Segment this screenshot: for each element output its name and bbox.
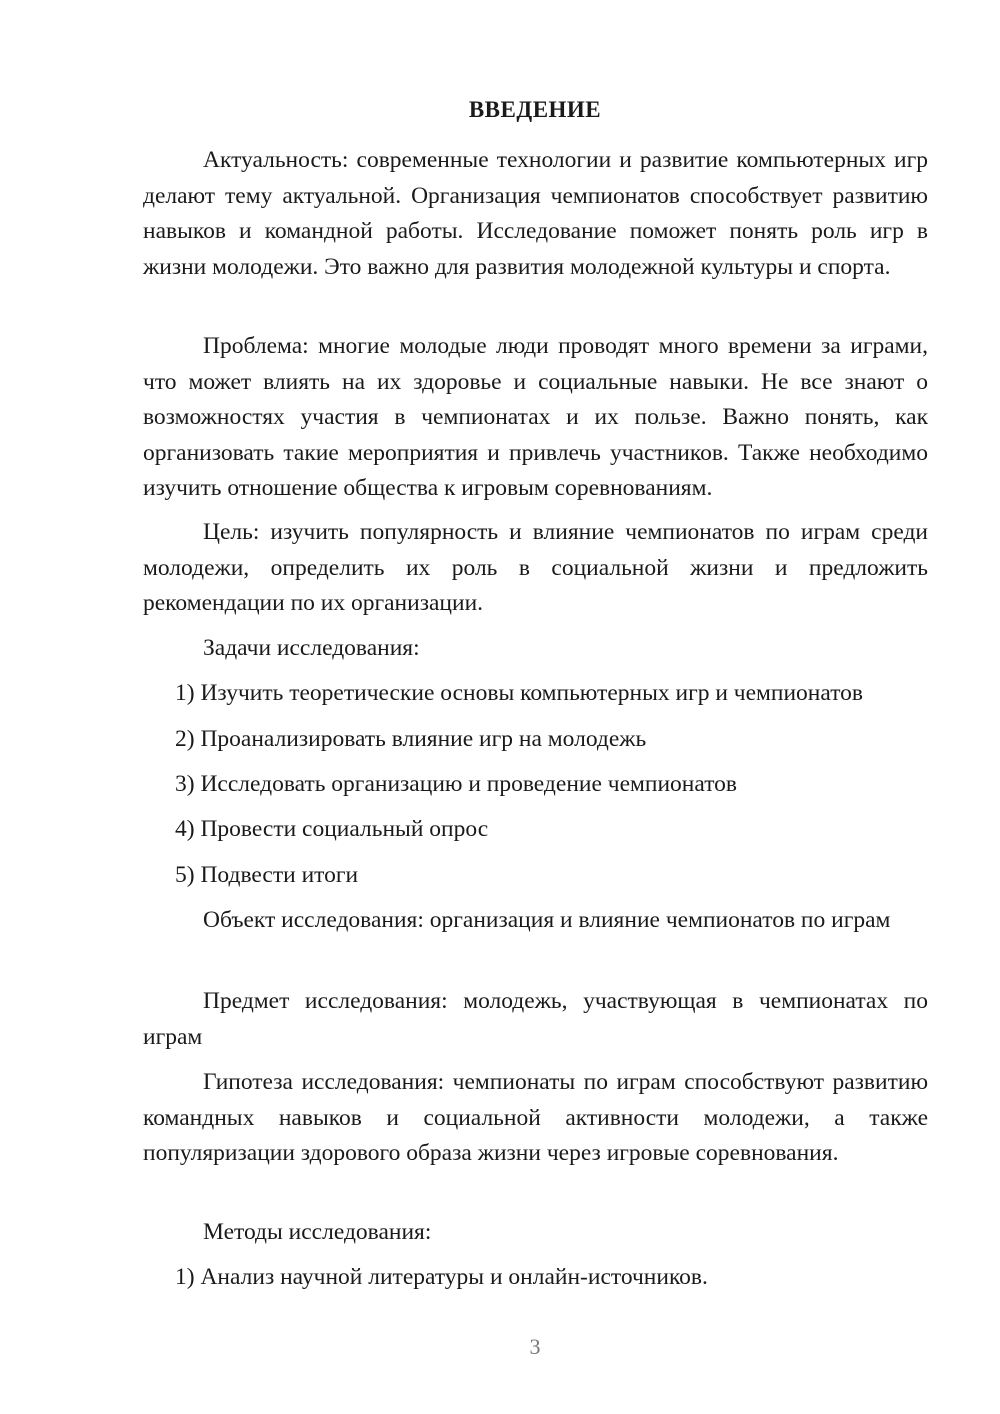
hypothesis-paragraph: Гипотеза исследования: чемпионаты по играм способствуют развитию командных навыков и социальной активности молодежи, а также популяризации здорового образа жизни через игровые соревнования. bbox=[143, 1069, 928, 1166]
object-paragraph: Объект исследования: организация и влияние чемпионатов по играм bbox=[203, 907, 891, 933]
methods-heading: Методы исследования: bbox=[203, 1219, 432, 1245]
tasks-heading: Задачи исследования: bbox=[203, 635, 420, 661]
page-number: 3 bbox=[529, 1334, 541, 1359]
subject-paragraph: Предмет исследования: молодежь, участвующая в чемпионатах по играм bbox=[143, 988, 928, 1050]
page-title: ВВЕДЕНИЕ bbox=[468, 97, 602, 122]
relevance-paragraph: Актуальность: современные технологии и развитие компьютерных игр делают тему актуальной. Организация чемпионатов способствует развитию навыков и командной работы. Исследование поможет понять роль игр в жизни молодежи. Это важно для развития молодежной культуры и спорта. bbox=[143, 147, 928, 280]
task-item: 3) Исследовать организацию и проведение чемпионатов bbox=[175, 771, 738, 797]
problem-paragraph: Проблема: многие молодые люди проводят много времени за играми, что может влиять на их здоровье и социальные навыки. Не все знают о возможностях участия в чемпионатах и их пользе. Важно понять, как организовать такие мероприятия и привлечь участников. Также необходимо изучить отношение общества к игровым соревнованиям. bbox=[143, 333, 928, 501]
method-item: 1) Анализ научной литературы и онлайн-источников. bbox=[175, 1264, 708, 1290]
task-item: 4) Провести социальный опрос bbox=[175, 816, 489, 842]
task-item: 2) Проанализировать влияние игр на молодежь bbox=[175, 726, 647, 752]
goal-paragraph: Цель: изучить популярность и влияние чемпионатов по играм среди молодежи, определить их роль в социальной жизни и предложить рекомендации по их организации. bbox=[143, 519, 928, 616]
task-item: 1) Изучить теоретические основы компьютерных игр и чемпионатов bbox=[175, 680, 864, 706]
task-item: 5) Подвести итоги bbox=[175, 862, 359, 888]
